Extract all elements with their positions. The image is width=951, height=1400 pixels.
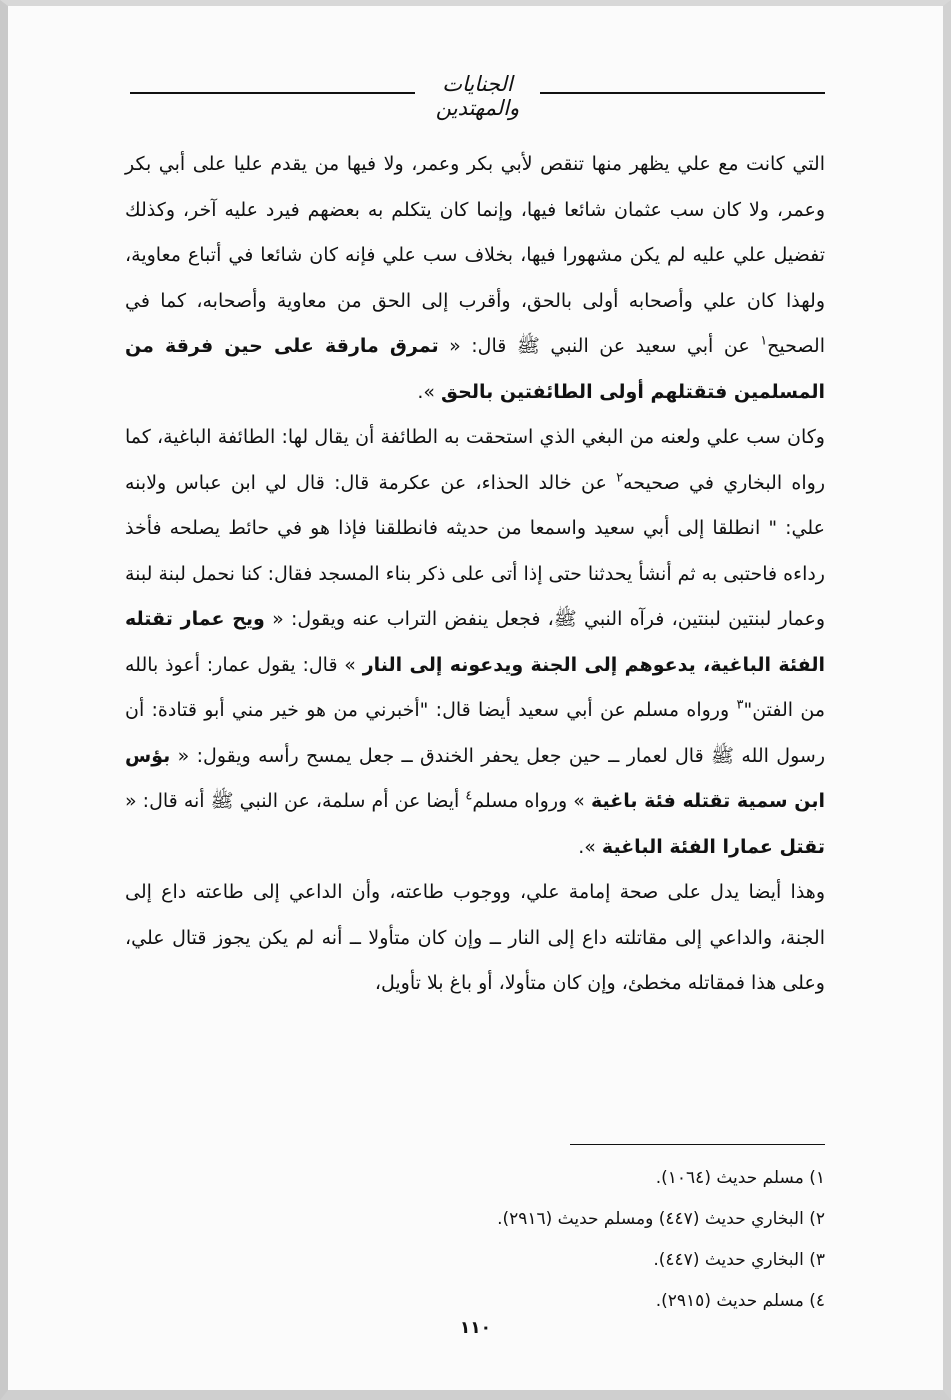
footnotes [360,1158,825,1322]
footnote-2: ٢) البخاري حديث (٤٤٧) ومسلم حديث (٢٩١٦). [497,1209,825,1229]
header-title: الجنايات والمهتدين [435,72,520,120]
footnote-1: ١) مسلم حديث (١٠٦٤). [655,1168,825,1188]
footnote-ref-3: ٣ [736,697,744,713]
footnote-ref-1: ١ [760,333,768,349]
hadith-quote: تمرق مارقة على حين فرقة من المسلمين فتقتلهم أولى الطائفتين بالحق [125,335,825,403]
paragraph-2 [125,415,825,870]
running-header [130,68,825,118]
paragraph-3 [125,870,825,1007]
body-text [125,142,825,1007]
hadith-quote: ويح عمار تقتله الفئة الباغية، يدعوهم إلى الجنة ويدعونه إلى النار [125,608,825,676]
text-run: التي كانت مع علي يظهر منها تنقص لأبي بكر وعمر، ولا فيها من يقدم عليا على أبي بكر وعمر، ولا كان سب عثمان شائعا فيها، وإنما كان يتكلم به بعضهم فيرد عليه آخر، وكذلك تفضيل علي عليه لم يكن مشهورا فيها، بخلاف سب علي فإنه كان شائعا في أتباع معاوية، ولهذا كان علي وأصحابه أولى بالحق، وأقرب إلى الحق من معاوية وأصحابه، كما في الصحيح [125,153,825,357]
paragraph-1 [125,142,825,415]
hadith-quote: بؤس ابن سمية تقتله فئة باغية [125,744,825,812]
text-run: » قال: يقول عمار: أعوذ بالله من الفتن" [125,653,826,721]
text-run: أيضا عن أم سلمة، عن النبي ﷺ أنه قال: « [125,790,466,812]
header-rule-left [130,92,415,94]
text-run: ». [417,380,442,403]
footnote-ref-4: ٤ [465,788,473,804]
footnote-ref-2: ٢ [616,470,624,486]
text-run: » ورواه مسلم [472,790,591,812]
header-rule-right [540,92,825,94]
text-run: عن خالد الحذاء، عن عكرمة قال: قال لي ابن عباس ولابنه علي: " انطلقا إلى أبي سعيد واسمعا من حديثه فانطلقنا فإذا هو في حائط يصلحه فأخذ رداءه فاحتبى به ثم أنشأ يحدثنا حتى إذا أتى على ذكر بناء المسجد فقال: كنا نحمل لبنة لبنة وعمار لبنتين لبنتين، فرآه النبي ﷺ، فجعل ينفض التراب عنه ويقول: « [125,471,826,630]
page-number: ١١٠ [459,1318,492,1338]
footnote-separator [570,1144,825,1145]
footnote-4: ٤) مسلم حديث (٢٩١٥). [655,1291,825,1311]
footnote-3: ٣) البخاري حديث (٤٤٧). [653,1250,825,1270]
hadith-quote: تقتل عمارا الفئة الباغية [601,835,825,858]
text-run: وهذا أيضا يدل على صحة إمامة علي، ووجوب طاعته، وأن الداعي إلى طاعته داع إلى الجنة، والداعي إلى مقاتلته داع إلى النار ــ وإن كان متأولا ــ أنه لم يكن يجوز قتال علي، وعلى هذا فمقاتله مخطئ، وإن كان متأولا، أو باغ بلا تأويل، [125,881,825,994]
text-run: وكان سب علي ولعنه من البغي الذي استحقت به الطائفة أن يقال لها: الطائفة الباغية، كما رواه البخاري في صحيحه [125,426,825,494]
text-run: عن أبي سعيد عن النبي ﷺ قال: « [438,335,761,357]
text-run: ». [578,835,602,858]
text-run: ورواه مسلم عن أبي سعيد أيضا قال: "أخبرني من هو خير مني أبو قتادة: أن رسول الله ﷺ قال لعمار ــ حين جعل يحفر الخندق ــ جعل يمسح رأسه ويقول: « [125,699,825,767]
